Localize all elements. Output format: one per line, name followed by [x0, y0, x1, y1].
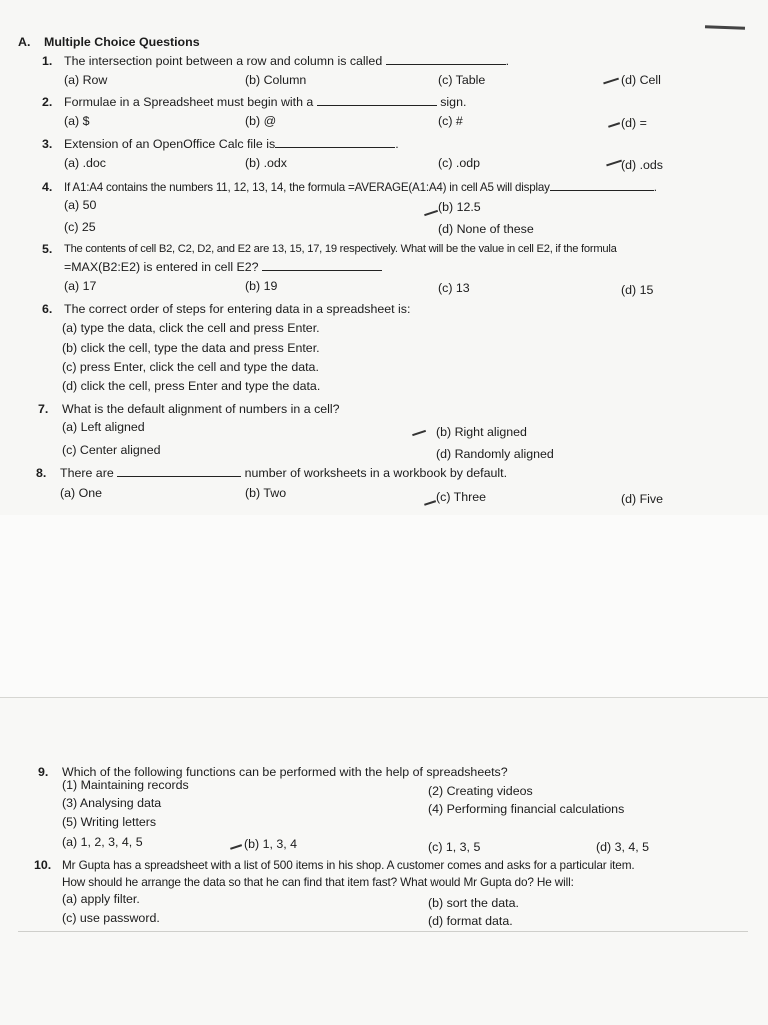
q3-text: Extension of an OpenOffice Calc file is . — [64, 137, 399, 151]
q8-option-b: (b) Two — [245, 486, 287, 500]
q2-option-b: (b) @ — [245, 114, 277, 128]
q1-option-d: (d) Cell — [621, 73, 661, 87]
q5-option-c: (c) 13 — [438, 281, 470, 295]
q9-option-4: (4) Performing financial calculations — [428, 802, 625, 816]
q2-option-c: (c) # — [438, 114, 463, 128]
q5-option-b: (b) 19 — [245, 279, 278, 293]
q2-option-d: (d) = — [621, 116, 647, 130]
q6-number: 6. — [42, 302, 53, 316]
q3-number: 3. — [42, 137, 53, 151]
page-gap — [0, 515, 768, 697]
q10-option-c: (c) use password. — [62, 911, 160, 925]
q8-text: There are number of worksheets in a workbook by default. — [60, 466, 508, 480]
q4-option-c: (c) 25 — [64, 220, 96, 234]
q3-option-b: (b) .odx — [245, 156, 288, 170]
q9-number: 9. — [38, 765, 49, 779]
q7-option-b: (b) Right aligned — [436, 425, 527, 439]
q9-option-2: (2) Creating videos — [428, 784, 533, 798]
q6-option-d: (d) click the cell, press Enter and type the data. — [62, 379, 321, 393]
q4-option-b: (b) 12.5 — [438, 200, 481, 214]
q1-option-a: (a) Row — [64, 73, 108, 87]
q7-text: What is the default alignment of numbers in a cell? — [62, 402, 340, 416]
q9-option-5: (5) Writing letters — [62, 815, 157, 829]
q3-option-c: (c) .odp — [438, 156, 481, 170]
q9-option-b: (b) 1, 3, 4 — [244, 837, 298, 851]
q10-option-b: (b) sort the data. — [428, 896, 519, 910]
q3-option-a: (a) .doc — [64, 156, 107, 170]
q9-option-a: (a) 1, 2, 3, 4, 5 — [62, 835, 143, 849]
bottom-rule — [18, 931, 748, 932]
q1-option-b: (b) Column — [245, 73, 307, 87]
q7-number: 7. — [38, 402, 49, 416]
q8-option-c: (c) Three — [436, 490, 487, 504]
q9-option-3: (3) Analysing data — [62, 796, 162, 810]
q6-option-a: (a) type the data, click the cell and press Enter. — [62, 321, 320, 335]
q6-option-c: (c) press Enter, click the cell and type the data. — [62, 360, 319, 374]
q3-option-d: (d) .ods — [621, 158, 664, 172]
q1-text: The intersection point between a row and column is called . — [64, 54, 510, 68]
q10-option-d: (d) format data. — [428, 914, 513, 928]
q1-option-c: (c) Table — [438, 73, 486, 87]
section-letter: A. — [18, 35, 31, 49]
section-title: Multiple Choice Questions — [44, 35, 200, 49]
q4-option-d: (d) None of these — [438, 222, 534, 236]
q8-option-a: (a) One — [60, 486, 103, 500]
q10-option-a: (a) apply filter. — [62, 892, 140, 906]
q10-number: 10. — [34, 858, 52, 872]
q8-option-d: (d) Five — [621, 492, 663, 506]
q5-text-line2: =MAX(B2:E2) is entered in cell E2? — [64, 260, 382, 275]
q5-option-d: (d) 15 — [621, 283, 654, 297]
q9-option-c: (c) 1, 3, 5 — [428, 840, 481, 854]
q8-number: 8. — [36, 466, 47, 480]
q2-number: 2. — [42, 95, 53, 109]
q9-text: Which of the following functions can be performed with the help of spreadsheets? — [62, 765, 508, 779]
q10-text: Mr Gupta has a spreadsheet with a list of 500 items in his shop. A customer comes and asks for a particular item. — [62, 858, 635, 872]
q2-text: Formulae in a Spreadsheet must begin with a sign. — [64, 95, 467, 109]
q7-option-c: (c) Center aligned — [62, 443, 161, 457]
q5-option-a: (a) 17 — [64, 279, 97, 293]
q6-text: The correct order of steps for entering data in a spreadsheet is: — [64, 302, 411, 316]
q5-number: 5. — [42, 242, 53, 256]
q7-option-a: (a) Left aligned — [62, 420, 145, 434]
q9-option-d: (d) 3, 4, 5 — [596, 840, 650, 854]
q7-option-d: (d) Randomly aligned — [436, 447, 554, 461]
q2-option-a: (a) $ — [64, 114, 90, 128]
q6-option-b: (b) click the cell, type the data and press Enter. — [62, 341, 320, 355]
q10-text-line2: How should he arrange the data so that he can find that item fast? What would Mr Gupta do? He will: — [62, 875, 574, 889]
q4-option-a: (a) 50 — [64, 198, 97, 212]
q4-text: If A1:A4 contains the numbers 11, 12, 13, 14, the formula =AVERAGE(A1:A4) in cell A5 will display . — [64, 181, 657, 194]
q4-number: 4. — [42, 180, 53, 194]
q5-text: The contents of cell B2, C2, D2, and E2 are 13, 15, 17, 19 respectively. What will be the value in cell E2, if the formula — [64, 243, 617, 255]
q9-option-1: (1) Maintaining records — [62, 778, 189, 792]
q1-number: 1. — [42, 54, 53, 68]
